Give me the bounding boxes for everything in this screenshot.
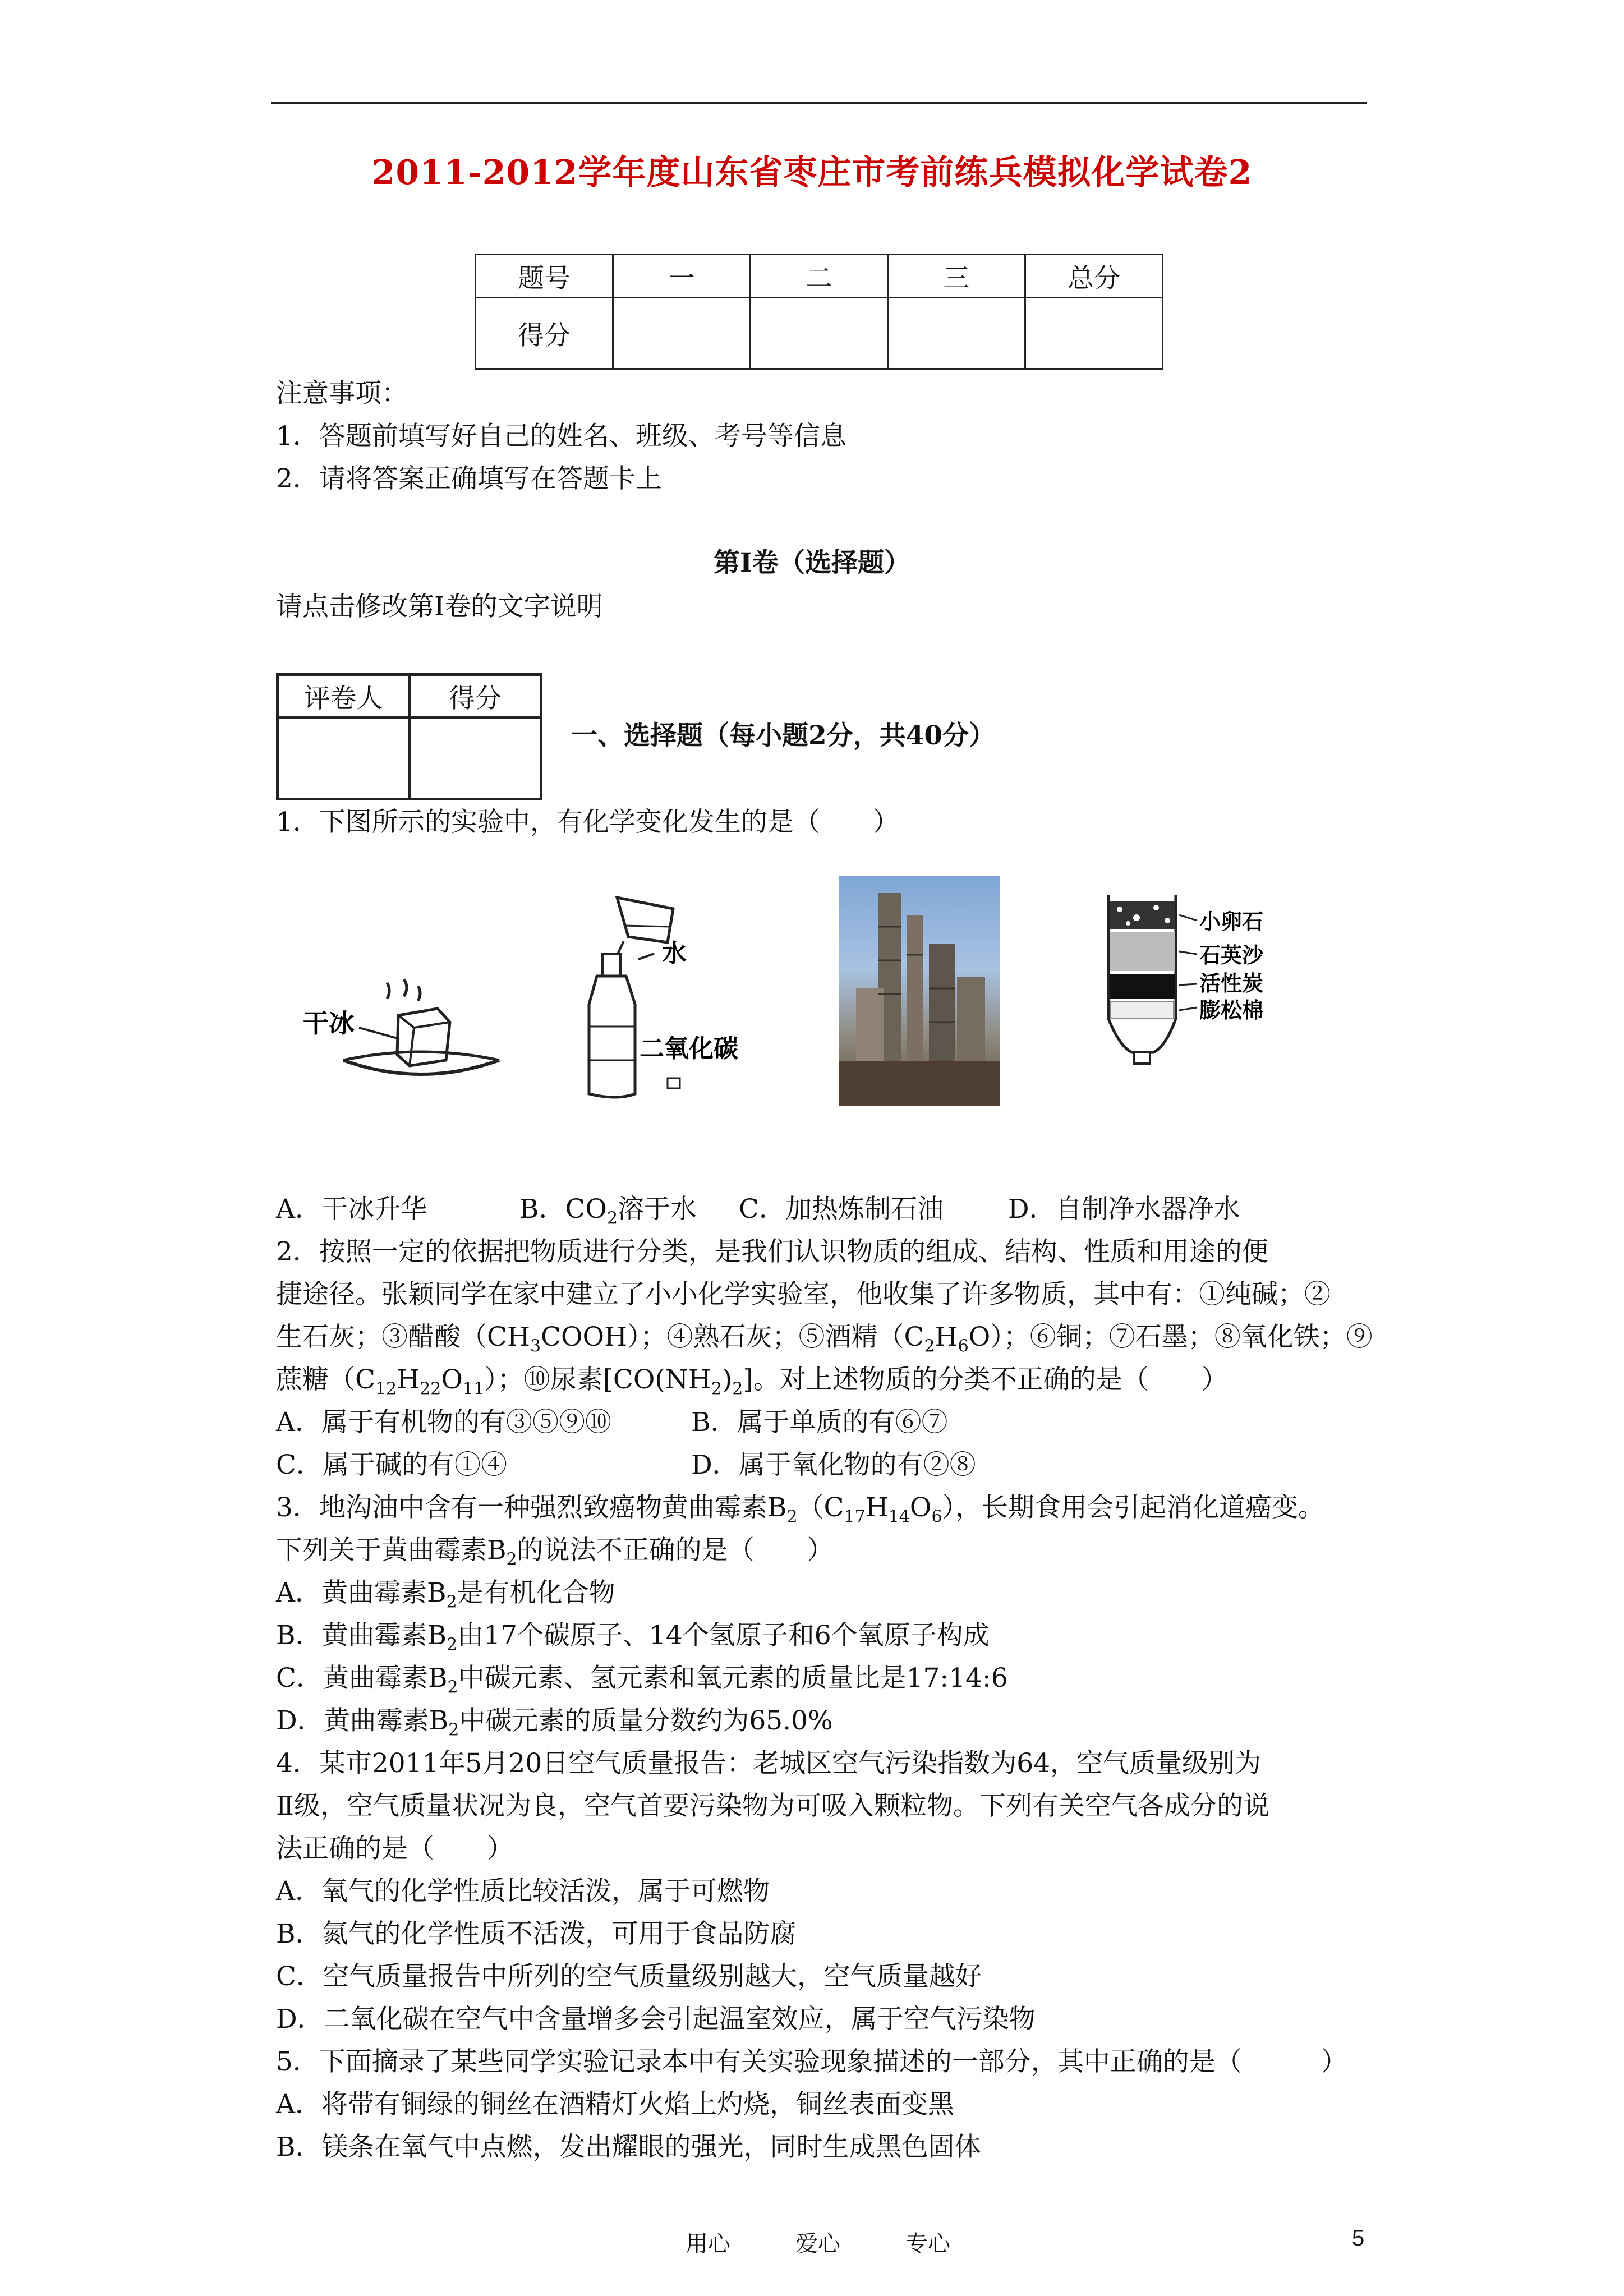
section-description: 请点击修改第I卷的文字说明	[276, 591, 603, 622]
option-c: C．加热炼制石油	[739, 1194, 944, 1225]
grader-header: 得分	[410, 675, 541, 718]
question-2-line: 捷途径。张颖同学在家中建立了小小化学实验室，他收集了许多物质，其中有：①纯碱；②	[276, 1279, 1331, 1310]
co2-label: 二氧化碳	[640, 1034, 738, 1063]
option-d: D．二氧化碳在空气中含量增多会引起温室效应，属于空气污染物	[276, 2004, 1036, 2035]
option-b: B．黄曲霉素$B_2$由17个碳原子、14个氢原子和6个氧原子构成	[276, 1620, 990, 1655]
pebbles-label: 小卵石	[1199, 909, 1264, 934]
note-item: 2．请将答案正确填写在答题卡上	[276, 463, 662, 494]
footer-slogan: 专心	[905, 2231, 950, 2257]
score-header: 一	[613, 255, 751, 298]
oil-refinery-photo	[839, 876, 1000, 1106]
quartz-sand-label: 石英沙	[1199, 943, 1264, 968]
dry-ice-figure	[303, 976, 505, 1099]
score-row-label: 得分	[476, 298, 613, 369]
option-d: D．属于氧化物的有②⑧	[691, 1450, 976, 1480]
question-5-line: 5．下面摘录了某些同学实验记录本中有关实验现象描述的一部分，其中正确的是（ ）	[276, 2046, 1347, 2077]
option-d: D．黄曲霉素$B_2$中碳元素的质量分数约为65.0%	[276, 1705, 833, 1740]
note-item: 1．答题前填写好自己的姓名、班级、考号等信息	[276, 421, 846, 452]
part-title: 一、选择题（每小题2分，共40分）	[571, 720, 996, 751]
question-4-line: 4．某市2011年5月20日空气质量报告：老城区空气污染指数为64，空气质量级别为	[276, 1748, 1262, 1779]
option-c: C．属于碱的有①④	[276, 1450, 507, 1480]
option-a: A．将带有铜绿的铜丝在酒精灯火焰上灼烧，铜丝表面变黑	[276, 2089, 954, 2120]
option-c: C．空气质量报告中所列的空气质量级别越大，空气质量越好	[276, 1961, 982, 1992]
option-a: A．黄曲霉素$B_2$是有机化合物	[276, 1577, 615, 1612]
score-cell	[751, 298, 888, 369]
co2-bottle-figure	[583, 892, 763, 1105]
grader-cell	[278, 718, 410, 799]
water-label: 水	[662, 939, 687, 968]
dry-ice-label: 干冰	[303, 1008, 355, 1038]
score-cell	[1025, 298, 1163, 369]
option-d: D．自制净水器净水	[1007, 1194, 1240, 1225]
option-a: A．干冰升华	[276, 1194, 427, 1225]
score-header: 二	[751, 255, 888, 298]
option-b: B．氮气的化学性质不活泼，可用于食品防腐	[276, 1918, 797, 1949]
cotton-label: 膨松棉	[1199, 998, 1264, 1023]
footer-slogan: 爱心	[795, 2231, 840, 2257]
page-title: 2011-2012学年度山东省枣庄市考前练兵模拟化学试卷2	[371, 153, 1253, 192]
score-header: 题号	[476, 255, 613, 298]
question-4-line: Ⅱ级，空气质量状况为良，空气首要污染物为可吸入颗粒物。下列有关空气各成分的说	[276, 1791, 1269, 1821]
option-a: A．氧气的化学性质比较活泼，属于可燃物	[276, 1876, 770, 1907]
question-1-options: A．干冰升华 B．$CO_2$溶于水 C．加热炼制石油 D．自制净水器净水	[276, 1194, 1240, 1228]
question-3-line: 3．地沟油中含有一种强烈致癌物黄曲霉素$B_2(C_{17}H_{14}O_6)$，长期食用会引起消化道癌变。	[276, 1492, 1325, 1527]
score-cell	[613, 298, 751, 369]
question-4-line: 法正确的是（ ）	[276, 1833, 513, 1864]
page-number: 5	[1352, 2226, 1365, 2251]
water-purifier-figure	[1103, 890, 1282, 1080]
question-3-line: 下列关于黄曲霉素$B_2$的说法不正确的是（ ）	[276, 1535, 834, 1570]
question-2-line: 2．按照一定的依据把物质进行分类，是我们认识物质的组成、结构、性质和用途的便	[276, 1236, 1268, 1267]
question-2-line: 蔗糖$(C_{12}H_{22}O_{11})$；⑩尿素$[CO(NH_2)_2]$。对上述物质的分类不正确的是（ ）	[276, 1364, 1228, 1399]
activated-carbon-label: 活性炭	[1199, 971, 1264, 996]
question-1-stem: 1．下图所示的实验中，有化学变化发生的是（ ）	[276, 807, 899, 838]
score-header: 三	[888, 255, 1025, 298]
section-title: 第I卷（选择题）	[714, 547, 910, 578]
grader-cell	[410, 718, 541, 799]
score-table	[475, 254, 1163, 370]
grader-table	[276, 673, 542, 800]
score-header: 总分	[1025, 255, 1163, 298]
footer-slogan: 用心	[686, 2231, 730, 2257]
option-b: B．CO	[519, 1194, 607, 1225]
grader-header: 评卷人	[278, 675, 410, 718]
question-2-line: 生石灰；③醋酸$(CH_3COOH)$；④熟石灰；⑤酒精$(C_2H_6O)$；⑥铜；⑦石墨；⑧氧化铁；⑨	[276, 1322, 1373, 1356]
option-b: B．镁条在氧气中点燃，发出耀眼的强光，同时生成黑色固体	[276, 2132, 981, 2162]
option-b: B．属于单质的有⑥⑦	[691, 1407, 948, 1438]
option-a: A．属于有机物的有③⑤⑨⑩	[276, 1407, 611, 1438]
score-cell	[888, 298, 1025, 369]
option-c: C．黄曲霉素$B_2$中碳元素、氢元素和氧元素的质量比是17:14:6	[276, 1663, 1008, 1697]
header-rule	[271, 102, 1367, 104]
notes-heading: 注意事项：	[276, 378, 408, 409]
